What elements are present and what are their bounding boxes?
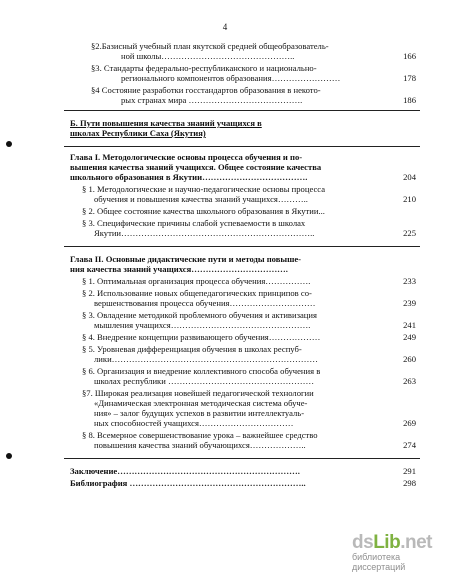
toc-line: §2.Базисный учебный план якутской средней общеобразователь- xyxy=(91,41,329,51)
toc-page-number: 204 xyxy=(403,172,416,182)
section-divider xyxy=(64,146,420,147)
binding-hole-mark xyxy=(6,453,12,459)
toc-line: ной школы……………………………………….. xyxy=(121,51,295,61)
toc-line: рых странах мира …………………………………. xyxy=(121,95,303,105)
toc-line: § 1. Методологические и научно-педагогические основы процесса xyxy=(82,184,326,194)
toc-line: Б. Пути повышения качества знаний учащихся в xyxy=(70,118,262,128)
toc-line: § 2. Общее состояние качества школьного образования в Якутии... xyxy=(82,206,325,216)
toc-line: Заключение………………………………………………………. xyxy=(70,466,300,476)
toc-line: § 1. Оптимальная организация процесса обучения……………. xyxy=(82,276,311,286)
toc-line: ния» – залог будущих успехов в развитии интеллектуаль- xyxy=(94,408,305,418)
toc-line: § 2. Использование новых общепедагогических принципов со- xyxy=(82,288,312,298)
watermark xyxy=(352,532,444,572)
toc-line: Глава II. Основные дидактические пути и методы повыше- xyxy=(70,254,302,264)
toc-page-number: 269 xyxy=(403,418,416,428)
binding-hole-mark xyxy=(6,141,12,147)
toc-line: § 8. Всемерное совершенствование урока – важнейшее средство xyxy=(82,430,318,440)
toc-page-number: 249 xyxy=(403,332,416,342)
toc-line: лики……………………………………………………………… xyxy=(94,354,318,364)
watermark-subtitle: библиотека диссертаций xyxy=(352,552,406,572)
toc-page-number: 178 xyxy=(403,73,416,83)
toc-page-number: 233 xyxy=(403,276,416,286)
toc-line: мышления учащихся…………………………………………. xyxy=(94,320,311,330)
toc-page-number: 274 xyxy=(403,440,416,450)
toc-page-number: 263 xyxy=(403,376,416,386)
toc-line: обучения и повышения качества знаний учащихся……….. xyxy=(94,194,308,204)
toc-page-number: 186 xyxy=(403,95,416,105)
toc-line: регионального компонентов образования…………………… xyxy=(121,73,341,83)
toc-line: §7. Широкая реализация новейшей педагогической технологии xyxy=(82,388,314,398)
toc-line: § 6. Организация и внедрение коллективного способа обучения в xyxy=(82,366,321,376)
watermark-logo: dsLib.net xyxy=(352,532,432,553)
toc-page-number: 166 xyxy=(403,51,416,61)
toc-line: § 5. Уровневая дифференциация обучения в школах респуб- xyxy=(82,344,302,354)
toc-line: § 4. Внедрение концепции развивающего обучения……………… xyxy=(82,332,321,342)
toc-page-number: 260 xyxy=(403,354,416,364)
toc-line: вершенствования процесса обучения………………………… xyxy=(94,298,316,308)
toc-line: Глава I. Методологические основы процесса обучения и по- xyxy=(70,152,303,162)
toc-page-number: 225 xyxy=(403,228,416,238)
toc-line: §3. Стандарты федерально-республиканского и национально- xyxy=(91,63,317,73)
toc-page-number: 291 xyxy=(403,466,416,476)
toc-page-number: 210 xyxy=(403,194,416,204)
toc-line: ных способностей учащихся…………………………… xyxy=(94,418,294,428)
toc-line: школах Республики Саха (Якутия) xyxy=(70,128,206,138)
toc-line: § 3. Овладение методикой проблемного обучения и активизация xyxy=(82,310,317,320)
toc-line: вышения качества знаний учащихся. Общее состояние качества xyxy=(70,162,322,172)
toc-page-number: 298 xyxy=(403,478,416,488)
toc-line: Библиография …………………………………………………….. xyxy=(70,478,306,488)
toc-line: повышения качества знаний обучающихся……………….. xyxy=(94,440,306,450)
toc-line: §4 Состояние разработки госстандартов образования в некото- xyxy=(91,85,321,95)
section-divider xyxy=(64,110,420,111)
page-number: 4 xyxy=(222,22,228,32)
toc-page-number: 241 xyxy=(403,320,416,330)
toc-line: школах республики …………………………………………… xyxy=(94,376,315,386)
toc-page-number: 239 xyxy=(403,298,416,308)
toc-line: Якутии………………………………………………………….. xyxy=(94,228,315,238)
toc-line: школьного образования в Якутии………………………………. xyxy=(70,172,308,182)
section-divider xyxy=(64,246,420,247)
toc-line: ния качества знаний учащихся……………………………. xyxy=(70,264,288,274)
toc-line: «Динамическая электронная методическая система обуче- xyxy=(94,398,308,408)
section-divider xyxy=(64,458,420,459)
toc-line: § 3. Специфические причины слабой успеваемости в школах xyxy=(82,218,306,228)
